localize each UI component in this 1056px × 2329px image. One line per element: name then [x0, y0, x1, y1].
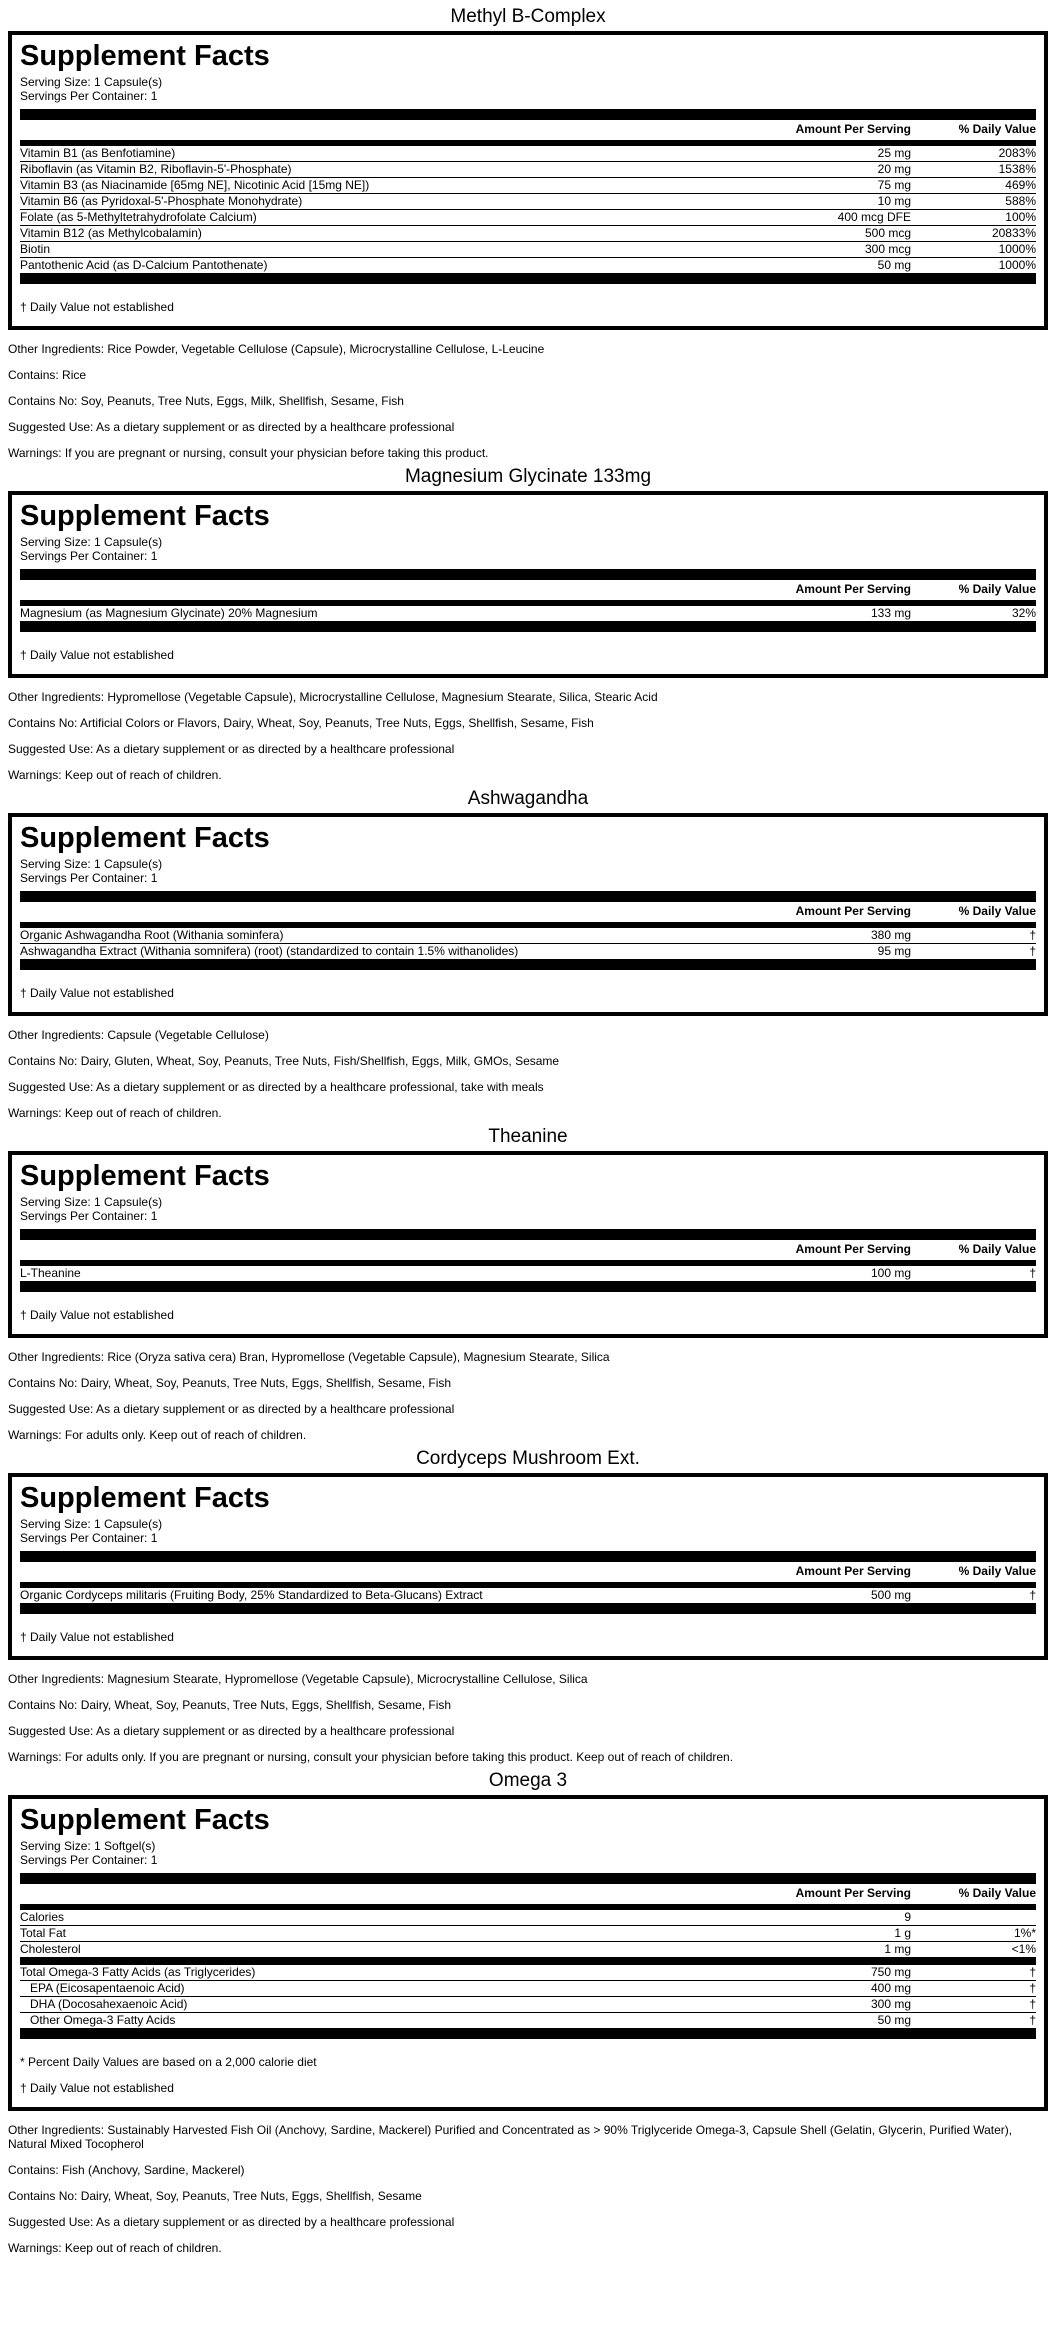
footnote: † Daily Value not established	[20, 1308, 174, 1322]
servings-per-container: Servings Per Container: 1	[20, 1209, 158, 1223]
supplement-facts-label	[8, 491, 1048, 678]
servings-per-container: Servings Per Container: 1	[20, 1531, 158, 1545]
amount-header: Amount Per Serving	[795, 122, 911, 136]
divider-bar	[20, 959, 1036, 970]
nutrient-row	[20, 178, 1036, 194]
nutrient-row	[20, 1942, 1036, 1965]
nutrient-daily-value: †	[1029, 944, 1036, 958]
supplement-facts-page	[0, 6, 1056, 2255]
nutrient-amount: 300 mg	[870, 1997, 911, 2011]
product-info	[8, 1672, 1048, 1764]
info-line: Suggested Use: As a dietary supplement or as directed by a healthcare professional	[8, 742, 455, 756]
product-section	[8, 6, 1048, 460]
header-spacer	[20, 582, 751, 596]
servings-per-container: Servings Per Container: 1	[20, 871, 158, 885]
info-line: Other Ingredients: Rice Powder, Vegetable Cellulose (Capsule), Microcrystalline Cellulose, L-Leucine	[8, 342, 545, 356]
info-line: Contains No: Soy, Peanuts, Tree Nuts, Eggs, Milk, Shellfish, Sesame, Fish	[8, 394, 404, 408]
nutrient-daily-value: 1%*	[1013, 1926, 1036, 1940]
nutrient-daily-value: 20833%	[991, 226, 1036, 240]
facts-heading: Supplement Facts	[20, 822, 270, 854]
nutrient-daily-value: †	[1029, 2013, 1036, 2027]
info-line: Suggested Use: As a dietary supplement or as directed by a healthcare professional, take with meals	[8, 1080, 544, 1094]
nutrient-daily-value: 588%	[1005, 194, 1036, 208]
divider-bar	[20, 891, 1036, 902]
divider-bar	[20, 1873, 1036, 1884]
nutrient-row	[20, 2013, 1036, 2028]
info-line: Suggested Use: As a dietary supplement or as directed by a healthcare professional	[8, 2215, 455, 2229]
nutrient-row	[20, 162, 1036, 178]
nutrient-name: Cholesterol	[20, 1942, 81, 1956]
header-spacer	[20, 1564, 751, 1578]
nutrient-row	[20, 1266, 1036, 1281]
nutrient-amount: 25 mg	[877, 146, 911, 160]
serving-size: Serving Size: 1 Capsule(s)	[20, 857, 163, 871]
info-line: Contains No: Artificial Colors or Flavors, Dairy, Wheat, Soy, Peanuts, Tree Nuts, Eggs, Shellfish, Sesame, Fish	[8, 716, 594, 730]
header-spacer	[20, 1886, 751, 1900]
divider-bar	[20, 109, 1036, 120]
product-section	[8, 1126, 1048, 1442]
servings-per-container: Servings Per Container: 1	[20, 549, 158, 563]
nutrient-row	[20, 146, 1036, 162]
nutrient-row	[20, 210, 1036, 226]
nutrient-daily-value: 1538%	[998, 162, 1036, 176]
nutrient-amount: 75 mg	[877, 178, 911, 192]
divider-bar	[20, 1281, 1036, 1292]
table-header	[20, 120, 1036, 146]
footnote: † Daily Value not established	[20, 300, 174, 314]
nutrient-name: EPA (Eicosapentaenoic Acid)	[30, 1981, 185, 1995]
facts-heading: Supplement Facts	[20, 40, 270, 72]
daily-value-header: % Daily Value	[958, 582, 1036, 596]
amount-header: Amount Per Serving	[795, 1886, 911, 1900]
product-info	[8, 1028, 1048, 1120]
nutrient-amount: 500 mcg	[864, 226, 911, 240]
nutrient-row	[20, 606, 1036, 621]
nutrient-name: Pantothenic Acid (as D-Calcium Pantothenate)	[20, 258, 268, 272]
nutrient-name: Calories	[20, 1910, 65, 1924]
nutrient-amount: 400 mcg DFE	[837, 210, 911, 224]
nutrient-row	[20, 226, 1036, 242]
nutrient-daily-value: 100%	[1005, 210, 1036, 224]
nutrient-row	[20, 1910, 1036, 1926]
nutrient-name: L-Theanine	[20, 1266, 81, 1280]
amount-header: Amount Per Serving	[795, 1242, 911, 1256]
nutrient-row	[20, 1926, 1036, 1942]
supplement-facts-label	[8, 1151, 1048, 1338]
nutrient-row	[20, 944, 1036, 959]
nutrient-name: Total Omega-3 Fatty Acids (as Triglycerides)	[20, 1965, 256, 1979]
divider-bar	[20, 621, 1036, 632]
nutrient-name: Organic Cordyceps militaris (Fruiting Body, 25% Standardized to Beta-Glucans) Extract	[20, 1588, 483, 1602]
footnote: * Percent Daily Values are based on a 2,000 calorie diet	[20, 2055, 317, 2069]
nutrient-row	[20, 928, 1036, 944]
product-title: Cordyceps Mushroom Ext.	[416, 1448, 640, 1469]
nutrient-name: Magnesium (as Magnesium Glycinate) 20% Magnesium	[20, 606, 318, 620]
info-line: Warnings: For adults only. Keep out of reach of children.	[8, 1428, 307, 1442]
info-line: Warnings: For adults only. If you are pregnant or nursing, consult your physician before taking this product. Keep out of reach of children.	[8, 1750, 734, 1764]
facts-heading: Supplement Facts	[20, 1160, 270, 1192]
info-line: Warnings: Keep out of reach of children.	[8, 768, 222, 782]
supplement-facts-label	[8, 1473, 1048, 1660]
nutrient-daily-value: †	[1029, 1981, 1036, 1995]
table-header	[20, 580, 1036, 606]
amount-header: Amount Per Serving	[795, 582, 911, 596]
nutrient-amount: 50 mg	[877, 258, 911, 272]
nutrient-name: Riboflavin (as Vitamin B2, Riboflavin-5'-Phosphate)	[20, 162, 292, 176]
info-line: Contains No: Dairy, Wheat, Soy, Peanuts, Tree Nuts, Eggs, Shellfish, Sesame, Fish	[8, 1698, 452, 1712]
daily-value-header: % Daily Value	[958, 122, 1036, 136]
nutrient-name: Vitamin B6 (as Pyridoxal-5'-Phosphate Monohydrate)	[20, 194, 303, 208]
info-line: Other Ingredients: Capsule (Vegetable Cellulose)	[8, 1028, 269, 1042]
nutrient-row	[20, 242, 1036, 258]
nutrient-name: Vitamin B1 (as Benfotiamine)	[20, 146, 176, 160]
nutrient-amount: 500 mg	[870, 1588, 911, 1602]
nutrient-daily-value: 32%	[1011, 606, 1036, 620]
servings-per-container: Servings Per Container: 1	[20, 1853, 158, 1867]
nutrient-daily-value: †	[1029, 1965, 1036, 1979]
amount-header: Amount Per Serving	[795, 1564, 911, 1578]
nutrient-amount: 1 mg	[884, 1942, 911, 1956]
nutrient-name: Biotin	[20, 242, 51, 256]
info-line: Contains No: Dairy, Wheat, Soy, Peanuts, Tree Nuts, Eggs, Shellfish, Sesame	[8, 2189, 422, 2203]
divider-bar	[20, 1603, 1036, 1614]
product-info	[8, 1350, 1048, 1442]
info-line: Other Ingredients: Magnesium Stearate, Hypromellose (Vegetable Capsule), Microcrystalline Cellulose, Silica	[8, 1672, 588, 1686]
serving-size: Serving Size: 1 Capsule(s)	[20, 535, 163, 549]
info-line: Suggested Use: As a dietary supplement or as directed by a healthcare professional	[8, 1724, 455, 1738]
nutrient-name: Vitamin B12 (as Methylcobalamin)	[20, 226, 202, 240]
supplement-facts-label	[8, 31, 1048, 330]
nutrient-daily-value	[911, 1910, 1036, 1925]
nutrient-amount: 380 mg	[870, 928, 911, 942]
nutrient-amount: 20 mg	[877, 162, 911, 176]
product-section	[8, 788, 1048, 1120]
nutrient-daily-value: †	[1029, 1266, 1036, 1280]
info-line: Contains No: Dairy, Gluten, Wheat, Soy, Peanuts, Tree Nuts, Fish/Shellfish, Eggs, Milk, GMOs, Sesame	[8, 1054, 560, 1068]
nutrient-name: Total Fat	[20, 1926, 67, 1940]
info-line: Warnings: If you are pregnant or nursing, consult your physician before taking this product.	[8, 446, 489, 460]
facts-heading: Supplement Facts	[20, 1482, 270, 1514]
daily-value-header: % Daily Value	[958, 1242, 1036, 1256]
nutrient-daily-value: †	[1029, 1588, 1036, 1602]
nutrient-name: Folate (as 5-Methyltetrahydrofolate Calcium)	[20, 210, 257, 224]
info-line: Other Ingredients: Hypromellose (Vegetable Capsule), Microcrystalline Cellulose, Magnesium Stearate, Silica, Stearic Acid	[8, 690, 658, 704]
nutrient-row	[20, 258, 1036, 273]
table-header	[20, 1562, 1036, 1588]
info-line: Warnings: Keep out of reach of children.	[8, 2241, 222, 2255]
nutrient-name: Organic Ashwagandha Root (Withania sominfera)	[20, 928, 284, 942]
serving-size: Serving Size: 1 Capsule(s)	[20, 75, 163, 89]
amount-header: Amount Per Serving	[795, 904, 911, 918]
nutrient-amount: 750 mg	[870, 1965, 911, 1979]
daily-value-header: % Daily Value	[958, 904, 1036, 918]
footnote: † Daily Value not established	[20, 648, 174, 662]
daily-value-header: % Daily Value	[958, 1564, 1036, 1578]
info-line: Contains: Fish (Anchovy, Sardine, Mackerel)	[8, 2163, 245, 2177]
nutrient-amount: 400 mg	[870, 1981, 911, 1995]
divider-bar	[20, 273, 1036, 284]
product-section	[8, 1770, 1048, 2255]
facts-heading: Supplement Facts	[20, 500, 270, 532]
supplement-facts-label	[8, 1795, 1048, 2111]
product-info	[8, 342, 1048, 460]
nutrient-daily-value: †	[1029, 928, 1036, 942]
divider-bar	[20, 569, 1036, 580]
product-title: Magnesium Glycinate 133mg	[404, 466, 652, 487]
nutrient-amount: 133 mg	[870, 606, 911, 620]
info-line: Suggested Use: As a dietary supplement or as directed by a healthcare professional	[8, 420, 455, 434]
info-line: Other Ingredients: Rice (Oryza sativa cera) Bran, Hypromellose (Vegetable Capsule), Magnesium Stearate, Silica	[8, 1350, 610, 1364]
product-info	[8, 2123, 1048, 2255]
info-line: Warnings: Keep out of reach of children.	[8, 1106, 222, 1120]
header-spacer	[20, 904, 751, 918]
table-header	[20, 1240, 1036, 1266]
header-spacer	[20, 122, 751, 136]
nutrient-name: Vitamin B3 (as Niacinamide [65mg NE], Nicotinic Acid [15mg NE])	[20, 178, 370, 192]
nutrient-amount: 95 mg	[877, 944, 911, 958]
nutrient-name: DHA (Docosahexaenoic Acid)	[30, 1997, 188, 2011]
nutrient-amount: 100 mg	[870, 1266, 911, 1280]
table-header	[20, 902, 1036, 928]
info-line: Contains No: Dairy, Wheat, Soy, Peanuts, Tree Nuts, Eggs, Shellfish, Sesame, Fish	[8, 1376, 452, 1390]
nutrient-row	[20, 1588, 1036, 1603]
footnote: † Daily Value not established	[20, 1630, 174, 1644]
nutrient-row	[20, 1997, 1036, 2013]
info-line: Suggested Use: As a dietary supplement or as directed by a healthcare professional	[8, 1402, 455, 1416]
divider-bar	[20, 2028, 1036, 2039]
serving-size: Serving Size: 1 Capsule(s)	[20, 1195, 163, 1209]
product-title: Omega 3	[488, 1770, 568, 1791]
nutrient-amount: 300 mcg	[864, 242, 911, 256]
header-spacer	[20, 1242, 751, 1256]
nutrient-amount: 9	[904, 1910, 911, 1924]
product-section	[8, 466, 1048, 782]
nutrient-amount: 50 mg	[877, 2013, 911, 2027]
divider-bar	[20, 1229, 1036, 1240]
product-section	[8, 1448, 1048, 1764]
info-line: Contains: Rice	[8, 368, 87, 382]
product-title: Methyl B-Complex	[450, 6, 606, 27]
nutrient-daily-value: 1000%	[998, 258, 1036, 272]
servings-per-container: Servings Per Container: 1	[20, 89, 158, 103]
nutrient-row	[20, 194, 1036, 210]
daily-value-header: % Daily Value	[958, 1886, 1036, 1900]
footnote: † Daily Value not established	[20, 986, 174, 1000]
nutrient-row	[20, 1965, 1036, 1981]
supplement-facts-label	[8, 813, 1048, 1016]
serving-size: Serving Size: 1 Capsule(s)	[20, 1517, 163, 1531]
divider-bar	[20, 1551, 1036, 1562]
facts-heading: Supplement Facts	[20, 1804, 270, 1836]
product-title: Theanine	[488, 1126, 568, 1147]
product-title: Ashwagandha	[467, 788, 589, 809]
product-info	[8, 690, 1048, 782]
nutrient-name: Ashwagandha Extract (Withania somnifera) (root) (standardized to contain 1.5% withanolides)	[20, 944, 519, 958]
footnote: † Daily Value not established	[20, 2081, 174, 2095]
nutrient-daily-value: 469%	[1005, 178, 1036, 192]
info-line: Other Ingredients: Sustainably Harvested Fish Oil (Anchovy, Sardine, Mackerel) Purified and Concentrated as > 90% Triglyceride Omega-3, Capsule Shell (Gelatin, Glycerin, Purified Water), Natural Mixed Tocopherol	[8, 2123, 1013, 2151]
nutrient-amount: 1 g	[894, 1926, 911, 1940]
nutrient-daily-value: 2083%	[998, 146, 1036, 160]
nutrient-name: Other Omega-3 Fatty Acids	[30, 2013, 176, 2027]
table-header	[20, 1884, 1036, 1910]
nutrient-row	[20, 1981, 1036, 1997]
serving-size: Serving Size: 1 Softgel(s)	[20, 1839, 156, 1853]
nutrient-daily-value: †	[1029, 1997, 1036, 2011]
nutrient-amount: 10 mg	[877, 194, 911, 208]
nutrient-daily-value: 1000%	[998, 242, 1036, 256]
nutrient-daily-value: <1%	[1011, 1942, 1036, 1956]
